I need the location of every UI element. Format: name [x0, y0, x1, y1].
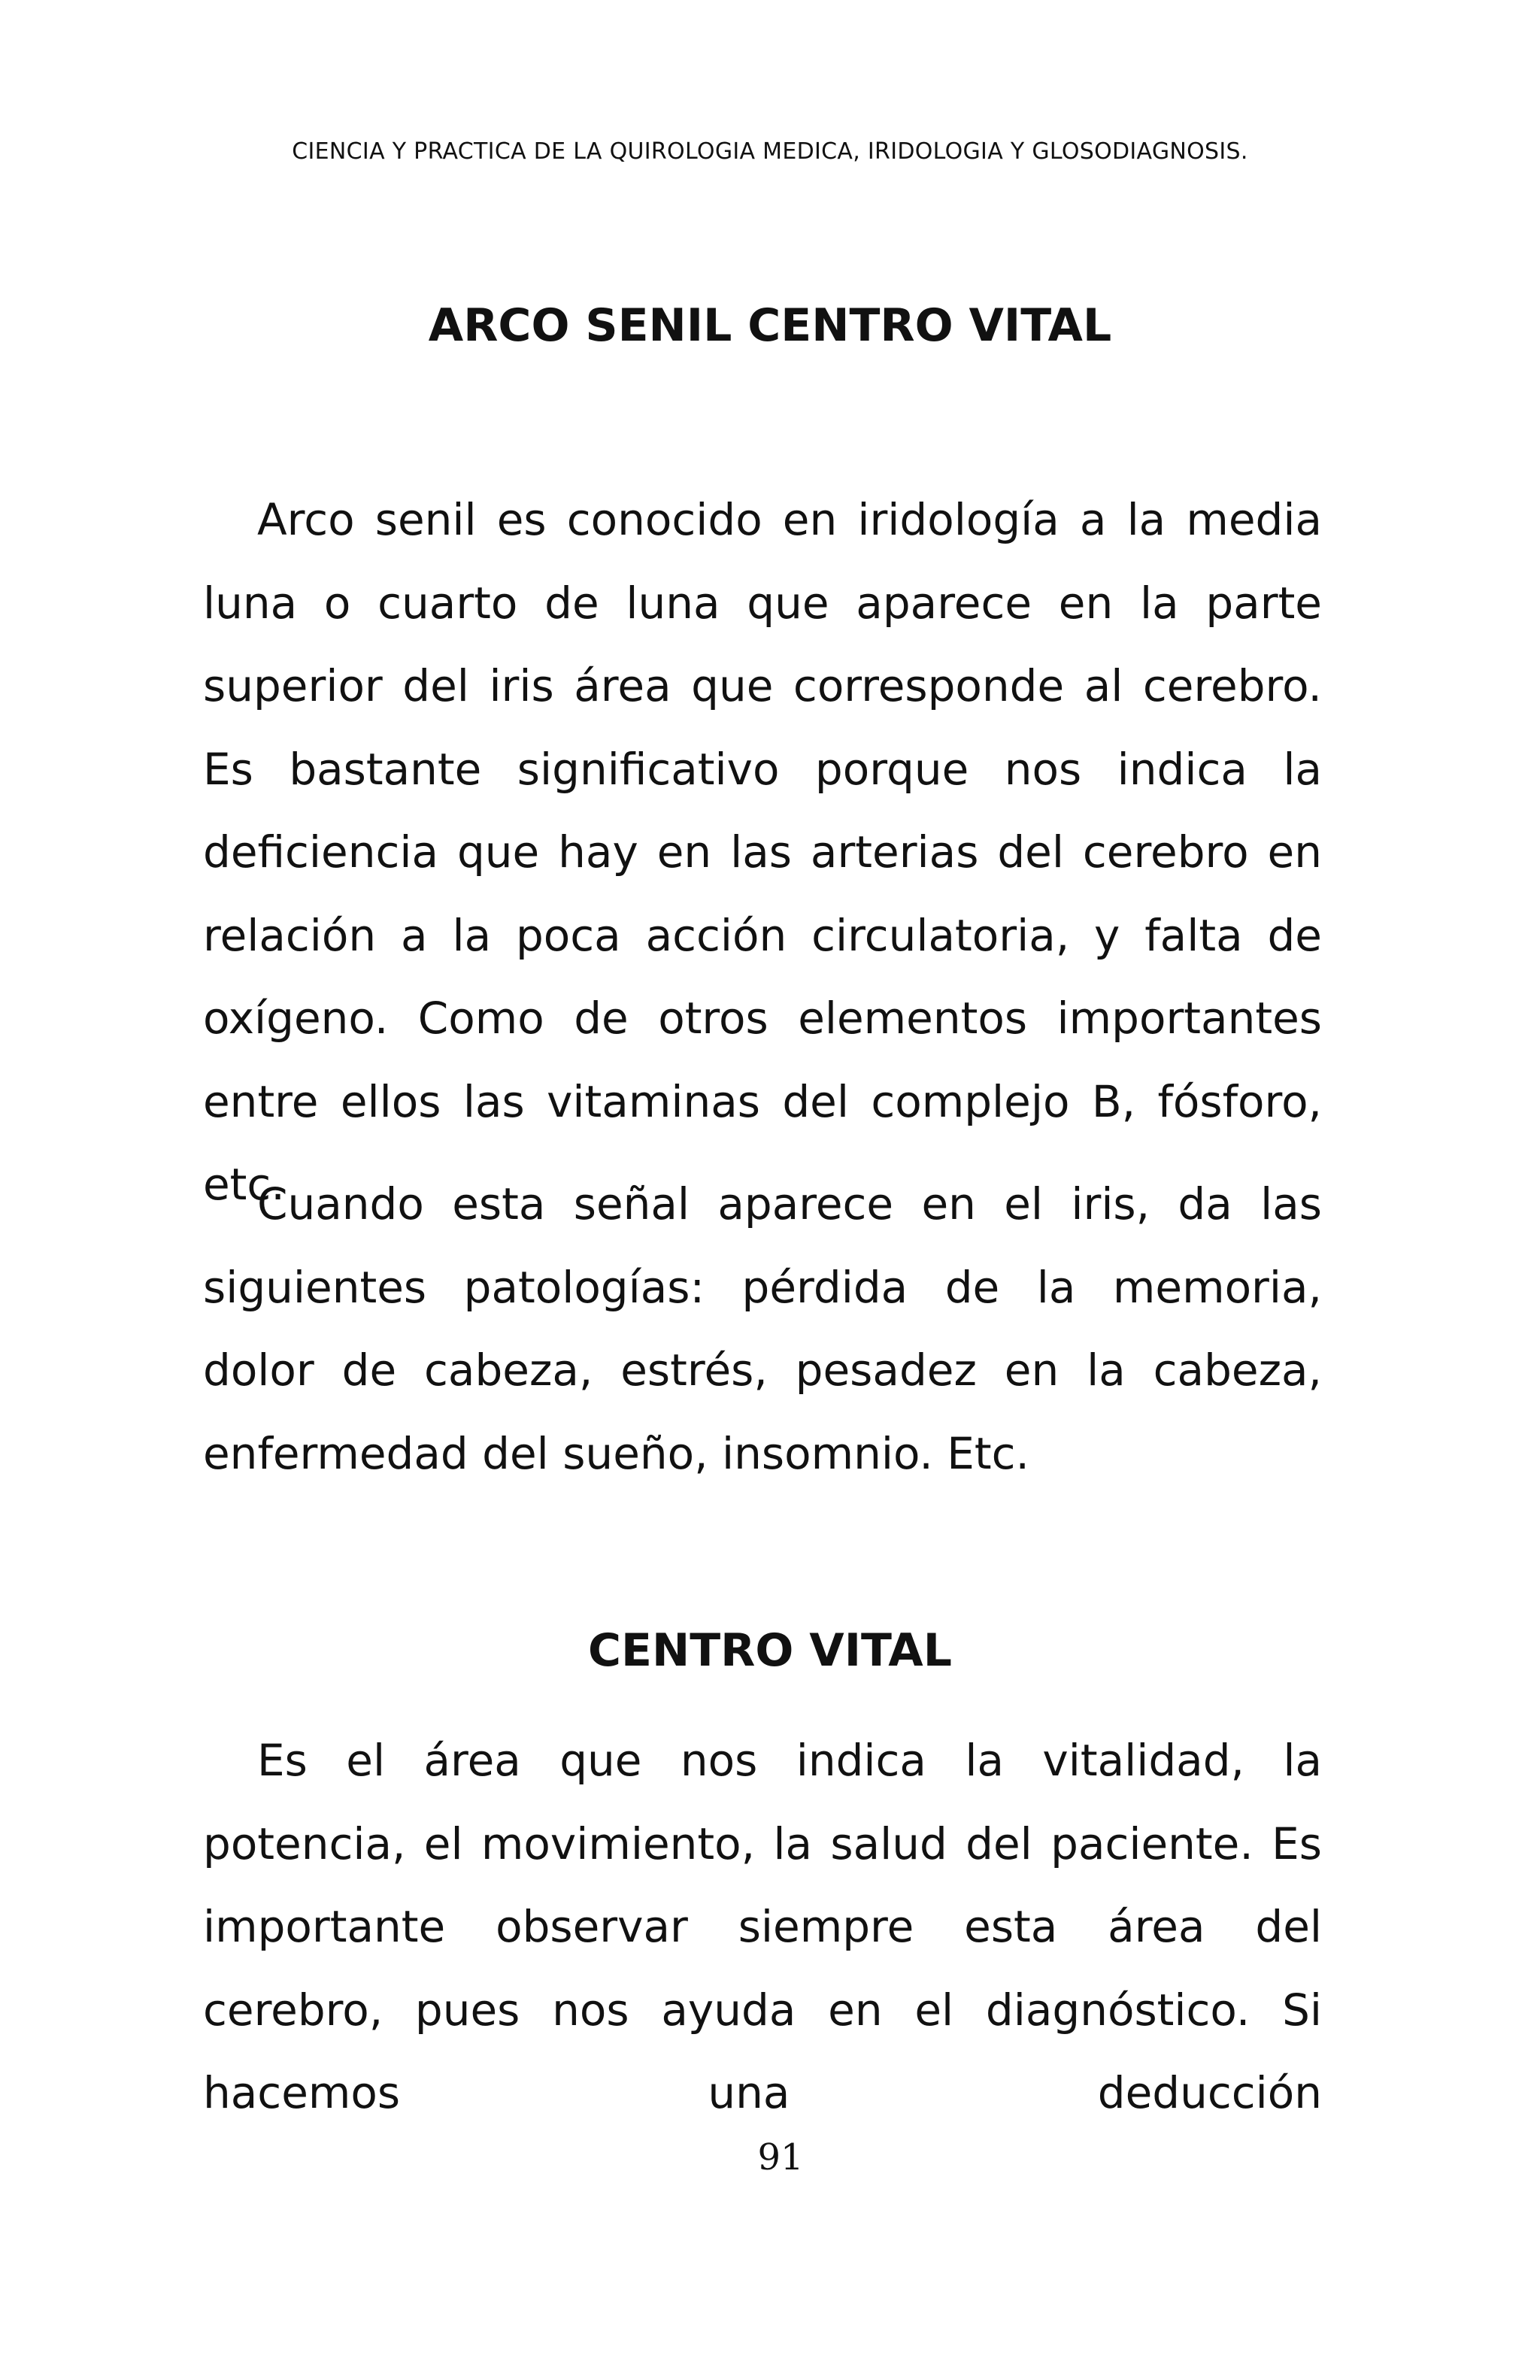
- page-number: 91: [757, 2136, 804, 2178]
- section-title-centro-vital: CENTRO VITAL: [588, 1624, 952, 1677]
- paragraph: Cuando esta señal aparece en el iris, da las siguientes patologías: pérdida de la memoria, dolor de cabeza, estrés, pesadez en la cabeza, enfermedad del sueño, insomnio. Etc.: [203, 1178, 1322, 1479]
- running-header: CIENCIA Y PRACTICA DE LA QUIROLOGIA MEDICA, IRIDOLOGIA Y GLOSODIAGNOSIS.: [292, 138, 1248, 165]
- paragraph: Es el área que nos indica la vitalidad, la potencia, el movimiento, la salud del paciente. Es importante observar siempre esta área del cerebro, pues nos ayuda en el diagnóstico. Si hacemos una deducción: [203, 1735, 1322, 2118]
- section-title-arco-senil: ARCO SENIL CENTRO VITAL: [428, 299, 1112, 352]
- paragraph: Arco senil es conocido en iridología a la media luna o cuarto de luna que aparece en la parte superior del iris área que corresponde al cerebro. Es bastante significativo porque nos indica la deficiencia que hay en las arterias del cerebro en relación a la poca acción circulatoria, y falta de oxígeno. Como de otros elementos importantes entre ellos las vitaminas del complejo B, fósforo, etc.: [203, 494, 1322, 1210]
